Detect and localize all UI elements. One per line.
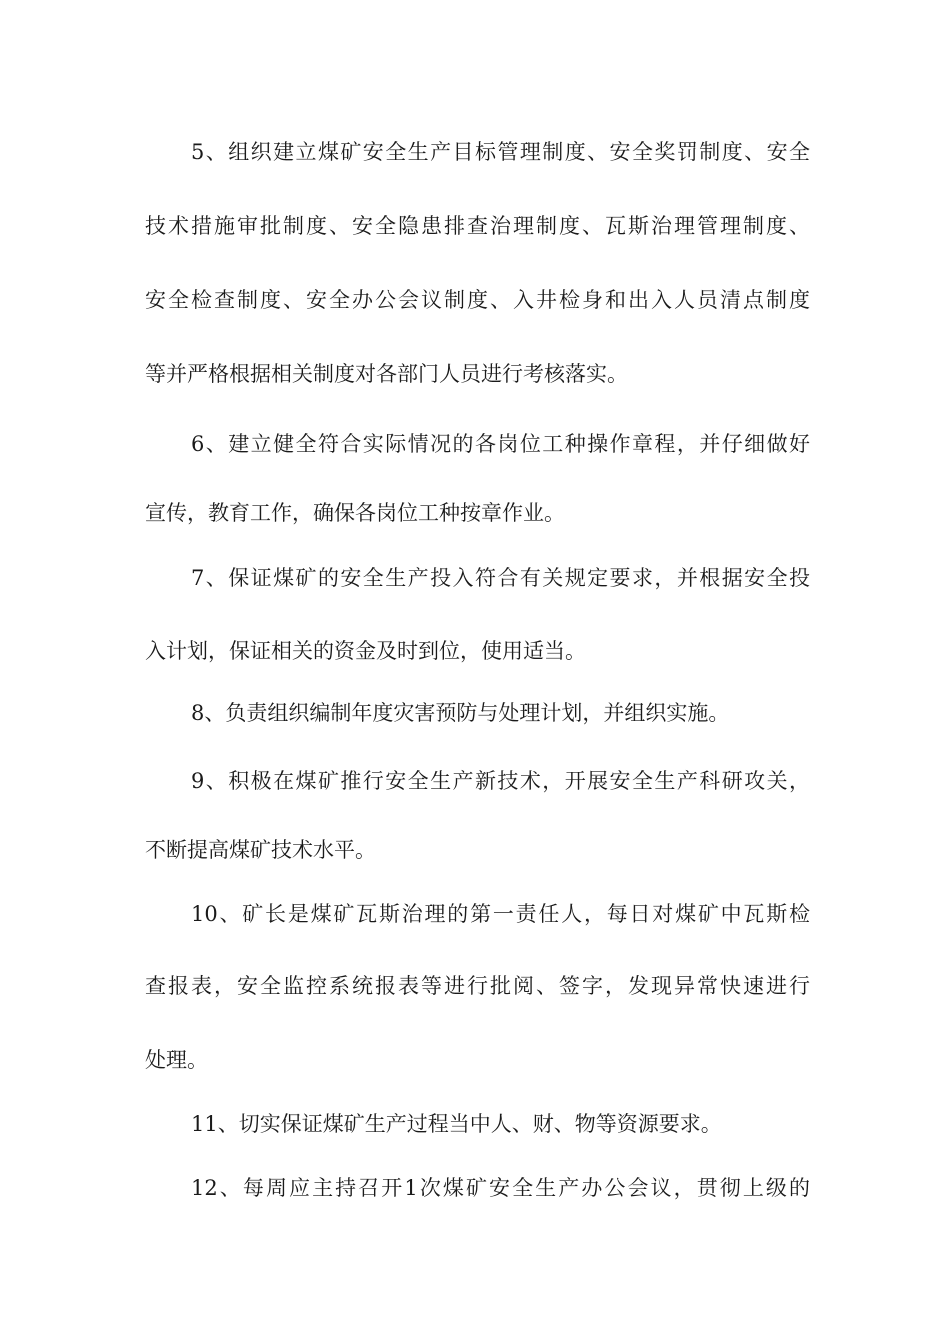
text-line: 12、每周应主持召开1次煤矿安全生产办公会议，贯彻上级的 <box>191 1176 810 1200</box>
text-line: 10、矿长是煤矿瓦斯治理的第一责任人，每日对煤矿中瓦斯检 <box>191 902 810 926</box>
text-line: 等并严格根据相关制度对各部门人员进行考核落实。 <box>145 362 628 386</box>
text-line: 宣传，教育工作，确保各岗位工种按章作业。 <box>145 501 565 525</box>
text-line: 5、组织建立煤矿安全生产目标管理制度、安全奖罚制度、安全 <box>191 140 810 164</box>
text-line: 安全检查制度、安全办公会议制度、入井检身和出入人员清点制度 <box>145 288 810 312</box>
text-line: 技术措施审批制度、安全隐患排查治理制度、瓦斯治理管理制度、 <box>145 214 810 238</box>
text-line: 8、负责组织编制年度灾害预防与处理计划，并组织实施。 <box>191 701 730 725</box>
text-line: 入计划，保证相关的资金及时到位，使用适当。 <box>145 639 586 663</box>
text-line: 6、建立健全符合实际情况的各岗位工种操作章程，并仔细做好 <box>191 432 810 456</box>
text-line: 查报表，安全监控系统报表等进行批阅、签字，发现异常快速进行 <box>145 974 810 998</box>
text-line: 9、积极在煤矿推行安全生产新技术，开展安全生产科研攻关， <box>191 769 810 793</box>
text-line: 11、切实保证煤矿生产过程当中人、财、物等资源要求。 <box>191 1112 722 1136</box>
text-line: 处理。 <box>145 1048 208 1072</box>
text-line: 7、保证煤矿的安全生产投入符合有关规定要求，并根据安全投 <box>191 566 810 590</box>
text-line: 不断提高煤矿技术水平。 <box>145 838 376 862</box>
